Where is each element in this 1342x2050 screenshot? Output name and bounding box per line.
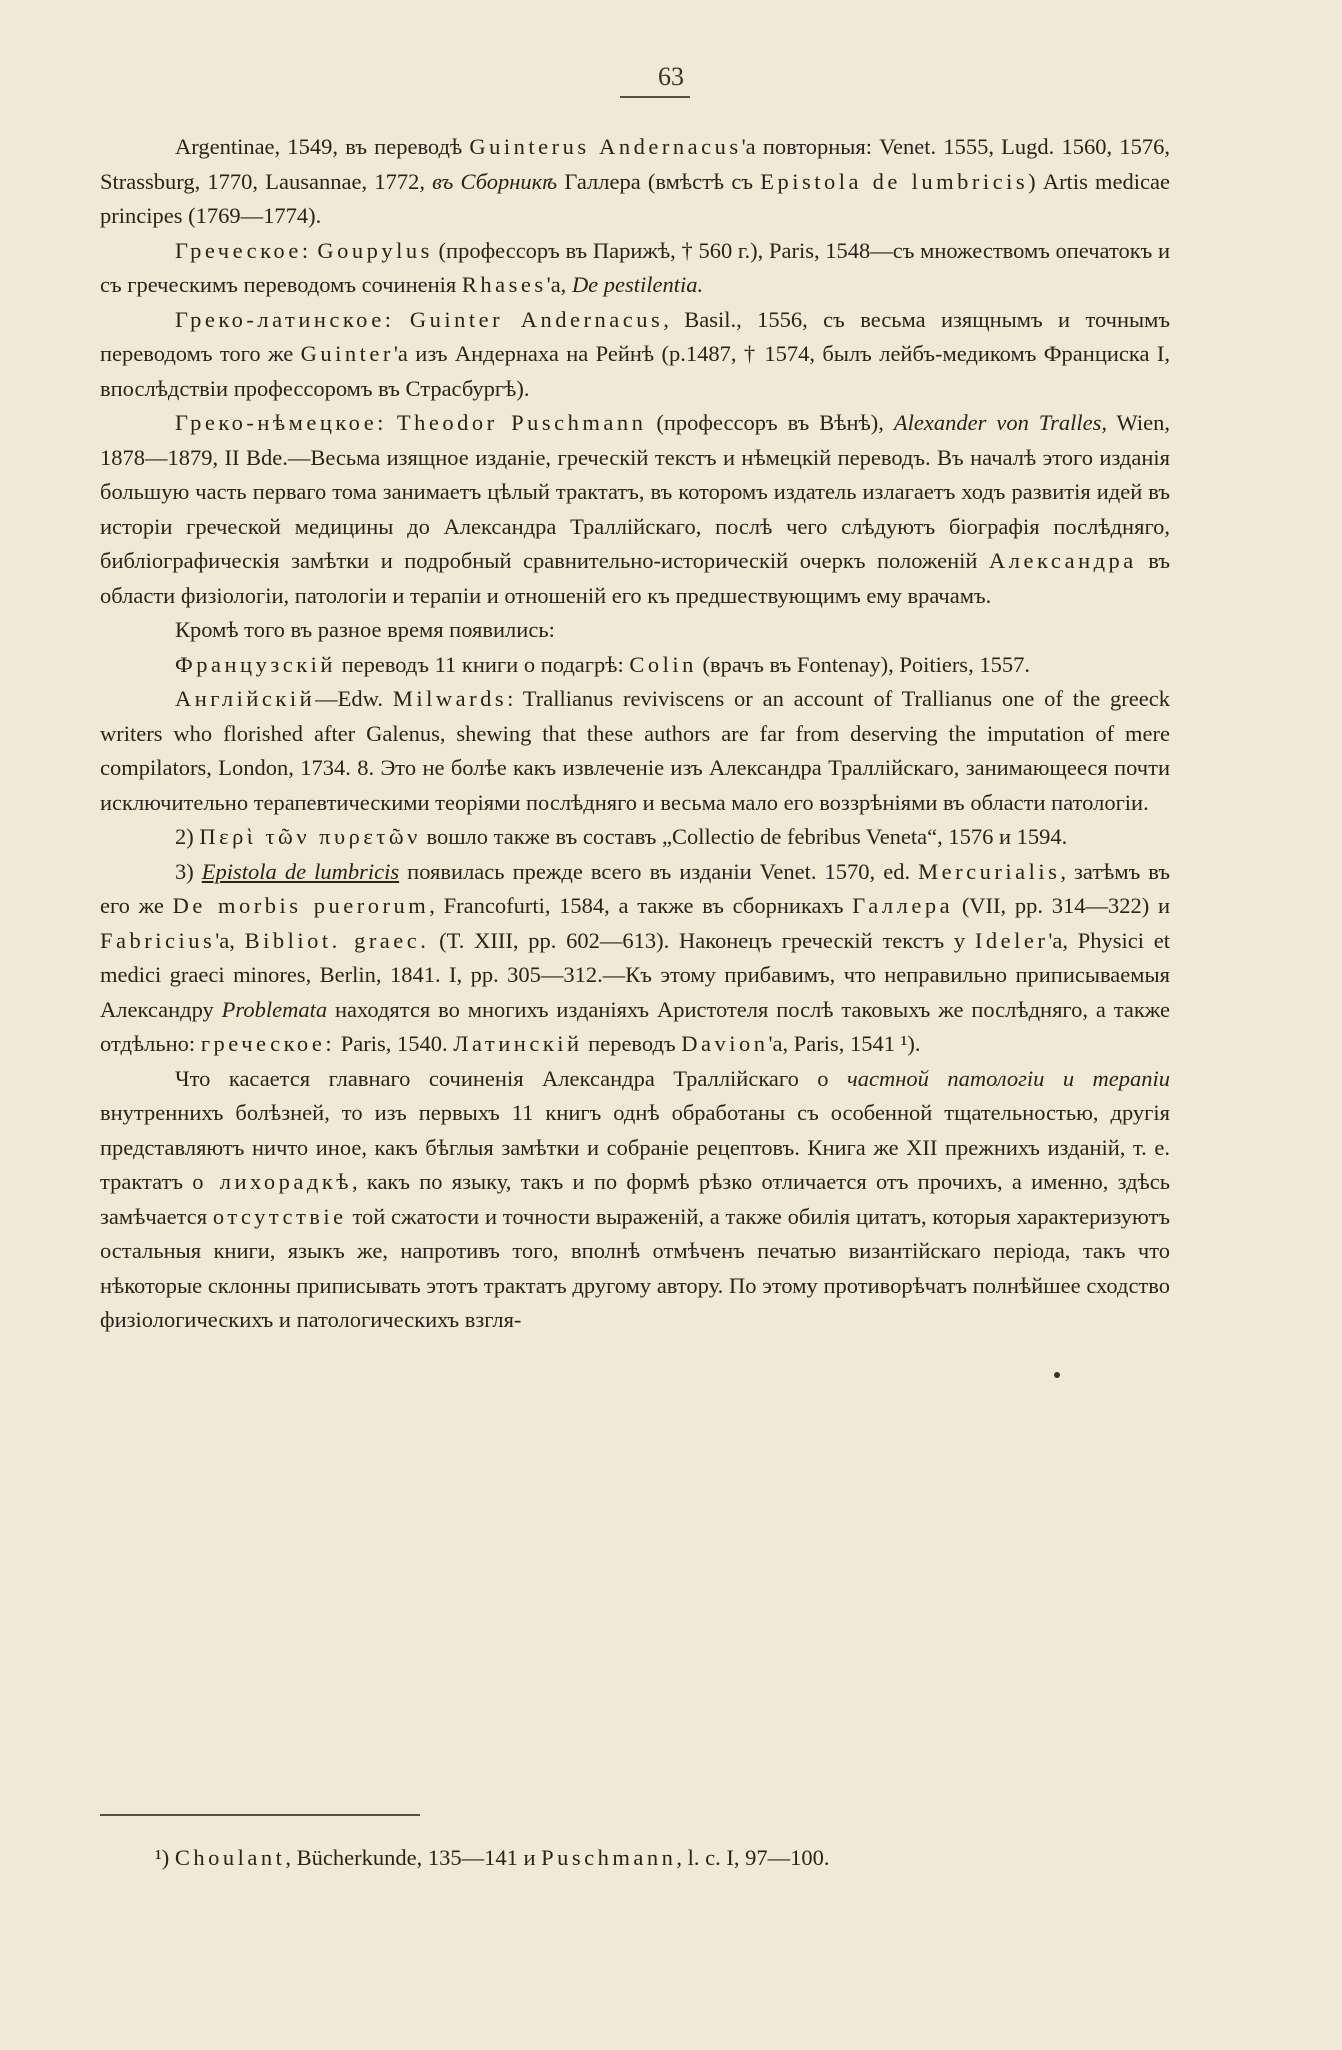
text-run: 2): [175, 824, 200, 849]
spaced-emphasis: Fabricius: [100, 927, 216, 953]
spaced-emphasis: Guinterus Andernacus: [469, 134, 742, 159]
spaced-emphasis: Ideler: [974, 927, 1049, 953]
text-run: (T. XIII, pp. 602—613). Наконецъ греческій текстъ у: [429, 927, 975, 953]
spaced-emphasis: Περὶ τῶν πυρετῶν: [199, 824, 421, 849]
text-run: Кромѣ того въ разное время появились:: [175, 617, 555, 642]
text-run: Argentinae, 1549, въ переводѣ: [175, 134, 470, 159]
text-run: ¹): [155, 1845, 175, 1870]
text-run: , l. c. I, 97—100.: [676, 1845, 830, 1870]
text-run: находятся во многихъ изданіяхъ Аристотеля послѣ таковыхъ же послѣдняго, а также отдѣльно:: [100, 996, 1170, 1056]
spaced-emphasis: Goupylus: [317, 237, 433, 263]
spaced-emphasis: De morbis puerorum: [172, 893, 430, 918]
spaced-emphasis: Guinter: [300, 341, 394, 366]
text-run: появилась прежде всего въ изданіи Venet. 1570, ed.: [399, 858, 919, 884]
ink-speck: [1054, 1372, 1060, 1378]
spaced-emphasis: Греко-нѣмецкое:: [175, 410, 387, 435]
paragraph: [100, 648, 1170, 683]
spaced-emphasis: Puschmann: [541, 1845, 677, 1870]
text-run: той сжатости и точности выраженій, а также обилія цитатъ, которыя характеризуютъ остальныя книги, языкъ же, напротивъ того, вполнѣ отмѣченъ печатью византійскаго періода, такъ что нѣкоторые склонны приписывать этотъ трактатъ другому автору. По этому противорѣчатъ полнѣйшее сходство физіологическихъ и патологическихъ взгля-: [100, 1203, 1171, 1332]
text-run: 'а, Paris, 1541 ¹).: [768, 1031, 921, 1056]
paragraph: [100, 820, 1170, 855]
italic-emphasis: Alexander von Tralles,: [893, 410, 1107, 435]
spaced-emphasis: Mercurialis: [918, 858, 1061, 884]
text-run: 3): [175, 858, 202, 884]
spaced-emphasis: Guinter Andernacus: [409, 306, 664, 332]
text-run: 'а,: [546, 272, 572, 297]
paragraph: [100, 613, 1170, 648]
footnote-rule: [100, 1814, 420, 1816]
text-run: : Trallianus reviviscens or an account of Trallianus one of the greeck writers who florished after Galenus, shewing that these authors are far from deserving the imputation of mere compilators, London, 1734. 8. Это не болѣе какъ извлеченіе изъ Александра Траллійскаго, занимающееся почти исключительно терапевтическими теоріями послѣдняго и весьма мало его воззрѣніями въ области патологіи.: [100, 686, 1170, 815]
text-run: переводъ: [582, 1031, 682, 1056]
spaced-emphasis: Александра: [988, 548, 1137, 573]
text-run: Wien, 1878—1879, II Bde.—Весьма изящное изданіе, греческій текстъ и нѣмецкій переводъ. Въ началѣ этого изданія большую часть перваго тома занимаетъ цѣлый трактатъ, въ которомъ издатель излагаетъ ходъ развитія идей въ исторіи греческой медицины до Александра Траллійскаго, послѣ чего слѣдуютъ біографія послѣдняго, библіографическія замѣтки и подробный сравнительно-историческій очеркъ положеній: [100, 410, 1170, 573]
paragraph: [100, 130, 1170, 234]
text-run: 'а, Physici et medici graeci minores, Berlin, 1841. I, pp. 305—312.—Къ этому прибавимъ, что неправильно приписываемыя Александру: [100, 927, 1171, 1022]
text-run: 'а,: [215, 927, 245, 953]
text-run: Галлера (вмѣстѣ съ: [557, 168, 761, 194]
spaced-emphasis: о лихорадкѣ: [192, 1169, 352, 1194]
page-number: 63: [658, 62, 684, 91]
text-run: , Francofurti, 1584, а также въ сборникахъ: [429, 893, 853, 918]
text-run: , Bücherkunde, 135—141 и: [285, 1845, 542, 1870]
spaced-emphasis: Англійскій: [175, 686, 316, 711]
text-run: , какъ по языку, такъ и по формѣ рѣзко отличается отъ прочихъ, а именно, здѣсь замѣчается: [100, 1169, 1170, 1229]
italic-emphasis: частной патологіи и терапіи: [846, 1065, 1171, 1091]
text-run: (профессоръ въ Парижѣ, † 560 г.), Paris, 1548—съ множествомъ опечатокъ и съ греческимъ переводомъ сочиненія: [100, 237, 1171, 297]
paragraph: [100, 855, 1170, 1062]
spaced-emphasis: Галлера: [852, 893, 954, 918]
paragraph: [100, 303, 1170, 407]
text-run: (VII, pp. 314—322) и: [953, 893, 1171, 918]
spaced-emphasis: Davion: [681, 1031, 769, 1056]
text-run: , Basil., 1556, съ весьма изящнымъ и точнымъ переводомъ того же: [100, 306, 1170, 366]
paragraph: [100, 682, 1170, 820]
spaced-emphasis: Rhases: [461, 272, 547, 297]
main-text: [100, 130, 1170, 1338]
text-run: Что касается главнаго сочиненія Александра Траллійскаго о: [175, 1065, 847, 1091]
italic-emphasis: De pestilentia.: [571, 272, 704, 297]
paragraph: [100, 406, 1170, 613]
italic-emphasis: въ Сборникѣ: [432, 168, 558, 194]
text-run: —Edw.: [315, 686, 393, 711]
spaced-emphasis: Французскій: [175, 651, 336, 677]
paragraph: [100, 234, 1170, 303]
paragraph: [100, 1062, 1170, 1338]
text-run: 'а повторныя: Venet. 1555, Lugd. 1560, 1576, Strassburg, 1770, Lausannae, 1772,: [100, 134, 1170, 194]
spaced-emphasis: Греко-латинское:: [175, 306, 395, 332]
spaced-emphasis: Epistola de lumbricis: [760, 168, 1029, 194]
footnote: [155, 1842, 1155, 1874]
text-run: Paris, 1540.: [335, 1031, 454, 1056]
italic-emphasis: Problemata: [221, 996, 328, 1022]
text-run: ) Artis medicae principes (1769—1774).: [100, 168, 1170, 228]
text-run: вошло также въ составъ „Collectio de febribus Veneta“, 1576 и 1594.: [420, 824, 1068, 849]
italic-emphasis: Epistola de lumbricis: [201, 858, 400, 884]
spaced-emphasis: Латинскій: [453, 1031, 583, 1056]
spaced-emphasis: Греческое:: [175, 237, 312, 263]
spaced-emphasis: Theodor Puschmann: [396, 410, 647, 435]
spaced-emphasis: Choulant: [174, 1845, 286, 1870]
text-run: 'а изъ Андернаха на Рейнѣ (р.1487, † 1574, былъ лейбъ-медикомъ Франциска I, впослѣдствіи профессоромъ въ Страсбургѣ).: [100, 341, 1170, 401]
spaced-emphasis: греческое:: [200, 1031, 336, 1056]
spaced-emphasis: Milwards: [392, 686, 508, 711]
text-run: въ области физіологіи, патологіи и терапіи и отношеній его къ предшествующимъ ему врачамъ.: [100, 548, 1170, 608]
text-run: [387, 410, 397, 435]
text-run: , затѣмъ въ его же: [100, 858, 1170, 918]
spaced-emphasis: отсутствіе: [212, 1203, 347, 1229]
text-run: [394, 307, 409, 332]
page-number-rule: [620, 96, 690, 98]
text-run: (профессоръ въ Вѣнѣ),: [646, 410, 894, 435]
spaced-emphasis: Colin: [629, 651, 697, 677]
spaced-emphasis: Bibliot. graec.: [244, 927, 430, 953]
text-run: (врачъ въ Fontenay), Poitiers, 1557.: [696, 651, 1030, 677]
text-run: внутреннихъ болѣзней, то изъ первыхъ 11 книгъ однѣ обработаны съ особенной тщательностью, другія представляютъ ничто иное, какъ бѣглыя замѣтки и собраніе рецептовъ. Книга же XII прежнихъ изданій, т. е. трактатъ: [100, 1100, 1170, 1194]
text-run: переводъ 11 книги о подагрѣ:: [335, 651, 630, 677]
